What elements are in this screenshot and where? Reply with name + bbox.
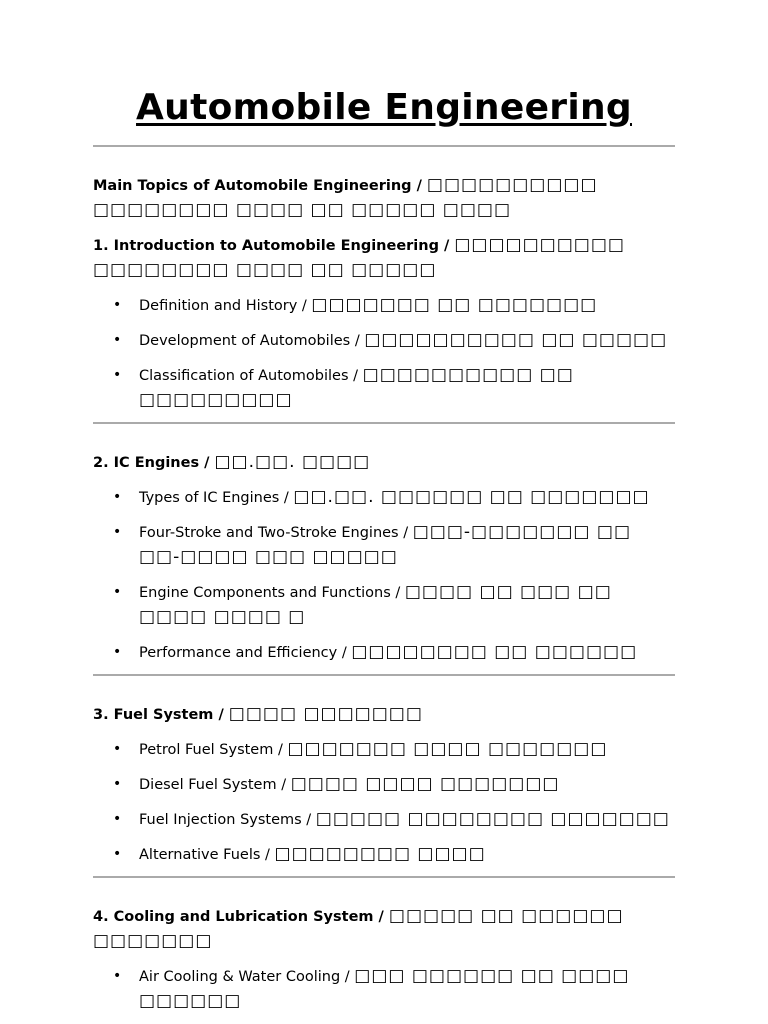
section-heading-en: 2. IC Engines / — [93, 455, 215, 471]
item-text-local: □□□□□□□ □□□□ □□□□□□□ — [287, 739, 608, 759]
bullet-icon: • — [113, 644, 122, 660]
section-heading-local: □□□□□□□□□□ □□□□□□□□ □□□□ □□ □□□□□ — [93, 235, 625, 280]
item-text-en: Engine Components and Functions / — [139, 585, 405, 601]
item-text-local: □□□ □□□□□□ □□ □□□□ □□□□□□ — [139, 966, 630, 1011]
section-introduction — [93, 233, 675, 413]
item-text-en: Four-Stroke and Two-Stroke Engines / — [139, 525, 413, 541]
section-fuel-system — [93, 702, 675, 867]
section-heading-local: □□□□□ □□ □□□□□□ □□□□□□□ — [93, 906, 624, 951]
list-item — [93, 640, 675, 665]
item-text-en: Fuel Injection Systems / — [139, 812, 316, 828]
bullet-icon: • — [113, 332, 122, 348]
item-text-local: □□□□ □□□□ □□□□□□□ — [290, 774, 560, 794]
section-heading-en: 4. Cooling and Lubrication System / — [93, 909, 389, 925]
section-ic-engines — [93, 450, 675, 665]
topic-list — [93, 293, 675, 413]
item-text-en: Alternative Fuels / — [139, 847, 275, 863]
topic-list — [93, 737, 675, 867]
list-item — [93, 520, 675, 570]
document-body — [93, 173, 675, 1014]
section-heading-local: □□□□ □□□□□□□ — [228, 704, 423, 724]
bullet-icon: • — [113, 741, 122, 757]
item-text-local: □□□□□□□□ □□ □□□□□□ — [351, 642, 638, 662]
bullet-icon: • — [113, 524, 122, 540]
topic-list — [93, 485, 675, 665]
list-item — [93, 328, 675, 353]
list-item — [93, 842, 675, 867]
section-heading — [93, 702, 675, 727]
section-heading-local: □□.□□. □□□□ — [214, 452, 371, 472]
list-item — [93, 964, 675, 1014]
bullet-icon: • — [113, 968, 122, 984]
item-text-local: □□□□□□□□ □□□□ — [274, 844, 486, 864]
section-cooling-lubrication — [93, 904, 675, 1014]
item-text-en: Development of Automobiles / — [139, 333, 365, 349]
bullet-icon: • — [113, 811, 122, 827]
item-text-local: □□.□□. □□□□□□ □□ □□□□□□□ — [293, 487, 650, 507]
bullet-icon: • — [113, 297, 122, 313]
bullet-icon: • — [113, 367, 122, 383]
bullet-icon: • — [113, 489, 122, 505]
intro-text-en: Main Topics of Automobile Engineering / — [93, 178, 427, 194]
item-text-local: □□□□□ □□□□□□□□ □□□□□□□ — [315, 809, 670, 829]
intro-text-local: □□□□□□□□□□ □□□□□□□□ □□□□ □□ □□□□□ □□□□ — [93, 175, 598, 220]
section-heading — [93, 233, 675, 283]
bullet-icon: • — [113, 776, 122, 792]
section-heading — [93, 904, 675, 954]
item-text-en: Diesel Fuel System / — [139, 777, 291, 793]
list-item — [93, 485, 675, 510]
list-item — [93, 737, 675, 762]
section-heading-en: 3. Fuel System / — [93, 707, 229, 723]
item-text-local: □□□□□□□ □□ □□□□□□□ — [311, 295, 598, 315]
bullet-icon: • — [113, 846, 122, 862]
page-title: Automobile Engineering — [136, 87, 632, 128]
list-item — [93, 772, 675, 797]
item-text-local: □□□□□□□□□□ □□ □□□□□□□□□ — [139, 365, 574, 410]
item-text-local: □□□□ □□ □□□ □□ □□□□ □□□□ □ — [139, 582, 612, 627]
list-item — [93, 363, 675, 413]
item-text-en: Definition and History / — [139, 298, 312, 314]
item-text-en: Air Cooling & Water Cooling / — [139, 969, 355, 985]
list-item — [93, 580, 675, 630]
item-text-en: Petrol Fuel System / — [139, 742, 288, 758]
list-item — [93, 807, 675, 832]
item-text-local: □□□-□□□□□□□ □□ □□-□□□□ □□□ □□□□□ — [139, 522, 632, 567]
intro-paragraph — [93, 173, 675, 223]
section-heading-en: 1. Introduction to Automobile Engineering / — [93, 238, 455, 254]
title-divider — [93, 145, 675, 147]
section-heading — [93, 450, 675, 475]
item-text-en: Types of IC Engines / — [139, 490, 294, 506]
topic-list — [93, 964, 675, 1014]
item-text-local: □□□□□□□□□□ □□ □□□□□ — [364, 330, 668, 350]
item-text-en: Classification of Automobiles / — [139, 368, 363, 384]
bullet-icon: • — [113, 584, 122, 600]
list-item — [93, 293, 675, 318]
item-text-en: Performance and Efficiency / — [139, 645, 352, 661]
